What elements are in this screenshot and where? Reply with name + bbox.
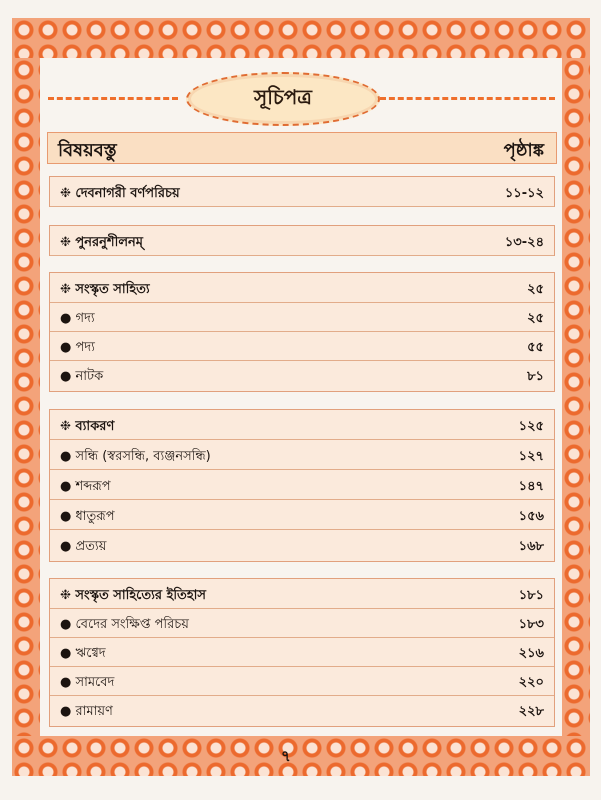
entry-page: ২১৬ [518, 646, 544, 661]
entry-label: ● ধাতুরূপ [60, 509, 115, 524]
contents-title-badge [186, 72, 380, 126]
contents-group-revision [49, 225, 555, 256]
contents-row[interactable] [50, 331, 554, 361]
contents-header-row [47, 132, 557, 164]
entry-page: ২২০ [518, 675, 544, 690]
contents-group-devanagari [49, 176, 555, 207]
entry-page: ১২৫ [518, 419, 544, 434]
entry-page: ১১-১২ [504, 186, 544, 201]
entry-page: ১৩-২৪ [504, 235, 544, 250]
entry-page: ১২৭ [518, 449, 544, 464]
entry-label: ● ঋগ্বেদ [60, 646, 106, 661]
contents-row[interactable] [50, 470, 554, 500]
entry-label: ● শব্দরূপ [60, 479, 111, 494]
contents-row[interactable] [50, 302, 554, 332]
contents-row[interactable] [50, 530, 554, 559]
contents-group-literature [49, 272, 555, 392]
contents-row[interactable] [50, 226, 554, 256]
decorative-border-top [12, 18, 590, 58]
entry-label: ● সন্ধি (স্বরসন্ধি, ব্যঞ্জনসন্ধি) [60, 449, 211, 464]
entry-label: ❉ ব্যাকরণ [60, 419, 115, 434]
contents-row[interactable] [50, 666, 554, 696]
contents-row[interactable] [50, 637, 554, 667]
entry-label: ● বেদের সংক্ষিপ্ত পরিচয় [60, 617, 189, 632]
entry-label: ● নাটক [60, 369, 104, 384]
entry-page: ১৪৭ [518, 479, 544, 494]
entry-page: ১৮৩ [518, 617, 544, 632]
contents-group-history [49, 578, 555, 727]
dashed-divider-right [380, 97, 555, 100]
page-title: সূচিপত্র [254, 84, 312, 109]
entry-page: ২২৮ [518, 704, 544, 719]
contents-row[interactable] [50, 440, 554, 470]
entry-page: ১৮১ [518, 588, 544, 603]
entry-label: ❉ সংস্কৃত সাহিত্য [60, 282, 150, 297]
subject-column-header: বিষয়বস্তু [58, 140, 117, 161]
dashed-divider-left [48, 97, 178, 100]
entry-page: ৫৫ [527, 340, 544, 355]
page-number: ৭ [281, 747, 291, 765]
contents-row[interactable] [50, 608, 554, 638]
page-column-header: পৃষ্ঠাঙ্ক [503, 140, 544, 161]
contents-row[interactable] [50, 360, 554, 389]
contents-row[interactable] [50, 177, 554, 207]
entry-label: ❉ পুনরনুশীলনম্ [60, 235, 143, 250]
entry-page: ১৫৬ [518, 509, 544, 524]
contents-row[interactable] [50, 695, 554, 724]
decorative-border-right [562, 58, 590, 736]
contents-row[interactable] [50, 273, 554, 303]
entry-label: ● পদ্য [60, 340, 95, 355]
entry-label: ● রামায়ণ [60, 704, 113, 719]
entry-label: ❉ সংস্কৃত সাহিত্যের ইতিহাস [60, 588, 207, 603]
entry-label: ❉ দেবনাগরী বর্ণপরিচয় [60, 186, 180, 201]
entry-page: ২৫ [527, 311, 544, 326]
entry-label: ● গদ্য [60, 311, 95, 326]
contents-row[interactable] [50, 500, 554, 530]
entry-page: ৮১ [527, 369, 544, 384]
entry-label: ● সামবেদ [60, 675, 115, 690]
entry-label: ● প্রত্যয় [60, 539, 107, 554]
decorative-border-left [12, 58, 40, 736]
entry-page: ২৫ [527, 282, 544, 297]
entry-page: ১৬৮ [518, 539, 544, 554]
contents-row[interactable] [50, 579, 554, 609]
contents-group-grammar [49, 409, 555, 562]
decorative-border-bottom [12, 736, 590, 776]
contents-row[interactable] [50, 410, 554, 440]
